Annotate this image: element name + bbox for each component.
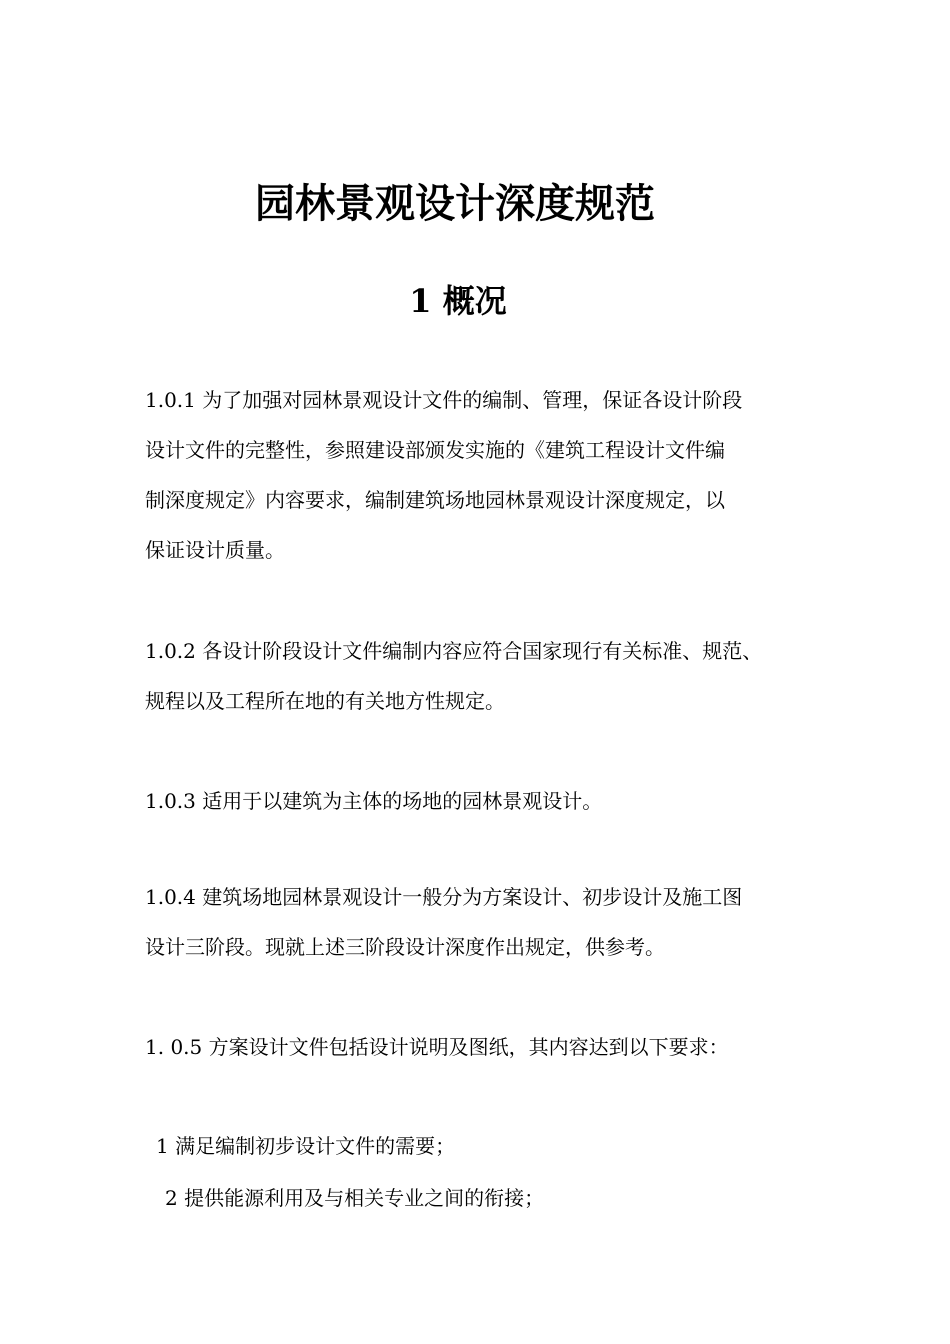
- paragraph-line: 设计文件的完整性，参照建设部颁发实施的《建筑工程设计文件编: [145, 438, 725, 462]
- paragraph-1-0-4: [145, 872, 825, 972]
- list-item: 2 提供能源利用及与相关专业之间的衔接；: [165, 1186, 545, 1210]
- paragraph-line: 1.0.3 适用于以建筑为主体的场地的园林景观设计。: [145, 789, 603, 813]
- paragraph-line: 1.0.2 各设计阶段设计文件编制内容应符合国家现行有关标准、规范、: [145, 639, 763, 663]
- paragraph-1-0-3: [145, 776, 825, 826]
- paragraph-1-0-2: [145, 626, 825, 726]
- paragraph-line: 1.0.4 建筑场地园林景观设计一般分为方案设计、初步设计及施工图: [145, 885, 743, 909]
- paragraph-line: 保证设计质量。: [145, 538, 285, 562]
- paragraph-line: 1. 0.5 方案设计文件包括设计说明及图纸，其内容达到以下要求：: [145, 1035, 729, 1059]
- section-title: 1 概况: [409, 282, 507, 320]
- paragraph-line: 设计三阶段。现就上述三阶段设计深度作出规定，供参考。: [145, 935, 665, 959]
- paragraph-line: 1.0.1 为了加强对园林景观设计文件的编制、管理，保证各设计阶段: [145, 388, 743, 412]
- list-item: 1 满足编制初步设计文件的需要；: [156, 1134, 456, 1158]
- document-title: 园林景观设计深度规范: [255, 180, 655, 227]
- paragraph-line: 制深度规定》内容要求，编制建筑场地园林景观设计深度规定，以: [145, 488, 725, 512]
- paragraph-1-0-5: [145, 1022, 825, 1072]
- paragraph-line: 规程以及工程所在地的有关地方性规定。: [145, 689, 505, 713]
- paragraph-1-0-1: [145, 375, 825, 575]
